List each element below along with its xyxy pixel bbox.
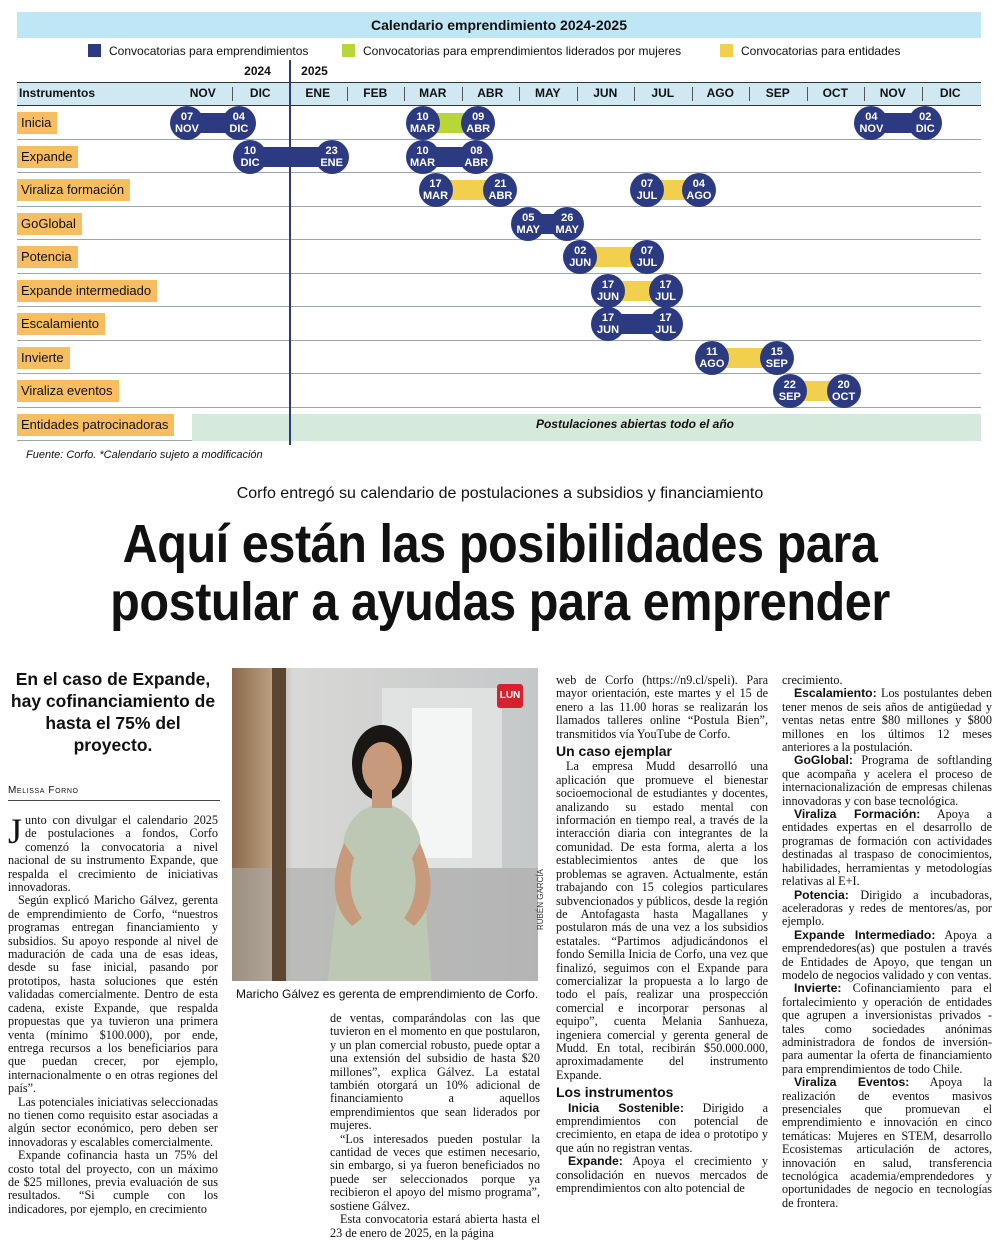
pill-text: 04 xyxy=(865,111,878,123)
col2-para-3: Esta convocatoria estará abierta hasta el 23 de enero de 2025, en la página xyxy=(330,1212,540,1240)
instrument-row-potencia xyxy=(17,240,981,274)
photo-caption: Maricho Gálvez es gerenta de emprendimiento de Corfo. xyxy=(236,987,539,1001)
pill-text: 22 xyxy=(783,379,796,391)
legend xyxy=(88,43,948,59)
instrument-label: Viraliza eventos xyxy=(17,380,119,402)
end-date-pill xyxy=(649,307,683,341)
pill-text: 17 xyxy=(601,278,615,291)
end-date-pill xyxy=(483,173,517,207)
month-divider xyxy=(807,87,808,101)
pill-text: ABR xyxy=(464,156,489,169)
pill-text: JUN xyxy=(597,290,620,303)
end-date-pill xyxy=(827,374,861,408)
article-lede: En el caso de Expande, hay cofinanciamiento de hasta el 75% del proyecto. xyxy=(10,669,216,755)
start-date-pill xyxy=(406,140,440,174)
start-date-pill xyxy=(170,106,204,140)
pill-text: MAY xyxy=(516,223,540,236)
month-divider xyxy=(692,87,693,101)
month-header-sep-10: SEP xyxy=(765,86,790,100)
calendar-title: Calendario emprendimiento 2024-2025 xyxy=(17,12,981,38)
year-2025: 2025 xyxy=(301,64,328,78)
pill-text: MAR xyxy=(410,156,436,169)
end-date-pill xyxy=(461,106,495,140)
pill-text: 17 xyxy=(659,278,672,291)
instruments-header: Instrumentos xyxy=(19,86,96,100)
end-date-pill xyxy=(649,274,683,308)
instrument-label: Viraliza formación xyxy=(17,179,130,201)
month-header-may-6: MAY xyxy=(534,86,561,100)
pill-text: 20 xyxy=(837,379,850,391)
instrument-label: Expande xyxy=(17,146,78,168)
month-header-jul-8: JUL xyxy=(651,86,675,100)
dropcap: J xyxy=(8,814,23,851)
col1-para-4: Expande cofinancia hasta un 75% del costo total del proyecto, con un máximo de $25 millones, previa evaluación de sus resultados. “Si cumple con los indicadores, por ejemplo, en crecimiento xyxy=(8,1148,218,1216)
sponsor-note: Postulaciones abiertas todo el año xyxy=(535,416,735,431)
calendar-grid xyxy=(17,64,981,444)
pill-text: JUL xyxy=(636,257,658,269)
headline-line-1: Aquí están las posibilidades para xyxy=(122,514,878,574)
start-date-pill xyxy=(591,307,625,341)
legend-item-women: Convocatorias para emprendimientos liderados por mujeres xyxy=(342,43,681,59)
column-3 xyxy=(556,674,768,1252)
pill-text: JUL xyxy=(655,324,676,336)
pill-text: 09 xyxy=(472,111,485,123)
month-header-dic-13: DIC xyxy=(939,86,961,100)
instrument-label: Expande intermediado xyxy=(17,280,157,302)
pill-text: ENE xyxy=(320,156,343,169)
instrument-row-viraliza-eventos xyxy=(17,374,981,408)
instrument-potencia: Potencia: Dirigido a incubadoras, aceleradoras y redes de mentores/as, por ejemplo. xyxy=(782,887,992,929)
instrument-row-entidades-patrocinadoras xyxy=(17,408,981,442)
instrument-row-escalamiento xyxy=(17,307,981,341)
month-divider xyxy=(232,87,233,101)
pill-text: JUN xyxy=(569,257,592,269)
col4-para-0: crecimiento. xyxy=(782,674,843,687)
month-header-jun-7: JUN xyxy=(593,86,618,100)
year-divider-line xyxy=(289,60,291,445)
pill-text: 07 xyxy=(640,178,654,190)
pill-text: SEP xyxy=(778,391,801,403)
pill-text: 23 xyxy=(325,144,338,157)
subhead-case: Un caso ejemplar xyxy=(556,743,672,760)
legend-item-entities: Convocatorias para entidades xyxy=(720,43,900,59)
month-header-dic-1: DIC xyxy=(249,86,271,100)
month-divider xyxy=(462,87,463,101)
start-date-pill xyxy=(773,374,807,408)
pill-text: 02 xyxy=(574,245,587,257)
pill-text: 07 xyxy=(180,111,194,123)
pill-text: JUL xyxy=(636,190,658,202)
article-kicker: Corfo entregó su calendario de postulaciones a subsidios y financiamiento xyxy=(236,485,764,502)
end-date-pill xyxy=(682,173,716,207)
instrument-row-expande xyxy=(17,140,981,174)
pill-text: 07 xyxy=(640,245,654,257)
pill-text: 11 xyxy=(706,345,718,358)
month-divider xyxy=(749,87,750,101)
month-header-ene-2: ENE xyxy=(305,86,331,100)
pill-text: 17 xyxy=(429,178,442,190)
month-header-mar-4: MAR xyxy=(419,86,447,100)
instrument-label: Escalamiento xyxy=(17,313,105,335)
byline-divider xyxy=(8,800,220,801)
pill-text: MAY xyxy=(555,223,579,236)
month-header-ago-9: AGO xyxy=(706,86,734,100)
month-divider xyxy=(519,87,520,101)
pill-text: 21 xyxy=(494,178,507,190)
col3-para-1: web de Corfo (https://n9.cl/speli). Para mayor orientación, este martes y el 15 de enero a las 11.00 horas se realizarán los llamados talleres online “Postula Bien”, transmitidos vía YouTube de Corfo. xyxy=(556,674,768,741)
month-divider xyxy=(577,87,578,101)
legend-swatch-blue-icon xyxy=(88,44,101,57)
pill-text: AGO xyxy=(699,357,725,370)
instrument-row-expande-intermediado xyxy=(17,274,981,308)
end-date-pill xyxy=(760,341,794,375)
instrument-expande-intermediado: Expande Intermediado: Apoya a emprendedores(as) que postulen a través de Entidades de Apoyo, que tengan un modelo de negocios validado y con ventas. xyxy=(782,927,992,982)
end-date-pill xyxy=(550,207,584,241)
pill-text: 26 xyxy=(561,211,574,224)
calendar-header-row xyxy=(17,82,981,106)
start-date-pill xyxy=(630,173,664,207)
pill-text: 04 xyxy=(692,178,706,190)
instrument-row-invierte xyxy=(17,341,981,375)
col1-para-1: Junto con divulgar el calendario 2025 de postulaciones a fondos, Corfo comenzó la convocatoria a nivel nacional de su instrumento Expande, que respalda el crecimiento de iniciativas innovadoras. xyxy=(8,814,218,895)
instrument-viraliza-eventos: Viraliza Eventos: Apoya la realización de eventos masivos presenciales que promuevan el emprendimiento e innovación en cinco temáticas: Mujeres en STEM, desarrollo Ecosistemas articulación de actores, innovación en salud, transferencia tecnológica academia/emprendedores y oportunidades de negocio en tecnologías de frontera. xyxy=(782,1075,992,1210)
instrument-expande: Expande: Apoya el crecimiento y consolidación en nuevos mercados de emprendimientos con alto potencial de xyxy=(556,1154,768,1196)
instrument-label: Entidades patrocinadoras xyxy=(17,414,174,436)
pill-text: 17 xyxy=(659,312,672,324)
pill-text: 17 xyxy=(601,312,615,324)
col3-para-2: La empresa Mudd desarrolló una aplicación que promueve el bienestar socioemocional de estudiantes y docentes, analizando su estado mental con información en tiempo real, a través de la interacción diaria con integrantes de la comunidad. De esta forma, alerta a los establecimientos antes de que los problemas se agraven. Actualmente, están trabajando con 15 colegios particulares subvencionados y públicos, desde la región de Antofagasta hasta Magallanes y postularon más de una vez a los subsidios estatales. “Partimos adjudicándonos el fondo Semilla Inicia de Corfo, una vez que finalizó, seguimos con el Expande para comercializar la propuesta a lo largo de todo el país, realizar una prospección comercial e incorporar personas al equipo”, cuenta Melania Sanhueza, ingeniera comercial y gerenta general de Mudd. En total, recibirán $50.000.000, aproximadamente del instrumento Expande. xyxy=(556,759,768,1082)
start-date-pill xyxy=(511,207,545,241)
month-header-feb-3: FEB xyxy=(363,86,388,100)
month-divider xyxy=(347,87,348,101)
instrument-label: GoGlobal xyxy=(17,213,82,235)
pill-text: 05 xyxy=(522,211,535,224)
column-2 xyxy=(330,1012,540,1252)
pill-text: MAR xyxy=(423,190,449,202)
start-date-pill xyxy=(563,240,597,274)
calendar-source: Fuente: Corfo. *Calendario sujeto a modificación xyxy=(26,449,263,461)
pill-text: 15 xyxy=(770,345,783,358)
month-header-nov-0: NOV xyxy=(189,86,216,100)
portrait-illustration-icon xyxy=(232,668,538,981)
instrument-row-inicia xyxy=(17,106,981,140)
pill-text: NOV xyxy=(175,123,199,135)
column-1 xyxy=(8,814,218,1252)
start-date-pill xyxy=(854,106,888,140)
pill-text: 10 xyxy=(243,144,257,157)
byline: Melissa Forno xyxy=(8,785,79,796)
legend-swatch-green-icon xyxy=(342,44,355,57)
end-date-pill xyxy=(630,240,664,274)
col1-para-3: Las potenciales iniciativas seleccionadas no tienen como requisito estar asociadas a algún sector económico, pero deben ser innovadoras y escalables comercialmente. xyxy=(8,1094,218,1149)
instrument-row-viraliza-formación xyxy=(17,173,981,207)
pill-text: DIC xyxy=(229,123,249,135)
instrument-inicia: Inicia Sostenible: Dirigido a emprendimientos con potencial de crecimiento, en etapa de idea o prototipo y que aún no registran ventas. xyxy=(556,1100,768,1155)
pill-text: MAR xyxy=(410,123,436,135)
start-date-pill xyxy=(406,106,440,140)
subhead-instruments: Los instrumentos xyxy=(556,1084,674,1101)
pill-text: AGO xyxy=(686,190,712,202)
legend-item-entrepreneurship: Convocatorias para emprendimientos xyxy=(88,43,308,59)
lun-badge: LUN xyxy=(497,684,523,708)
pill-text: NOV xyxy=(859,123,884,135)
pill-text: OCT xyxy=(831,391,856,403)
end-date-pill xyxy=(459,140,493,174)
instrument-label: Potencia xyxy=(17,246,78,268)
year-2024: 2024 xyxy=(244,64,271,78)
end-date-pill xyxy=(222,106,256,140)
article-headline xyxy=(50,515,950,631)
instrument-invierte: Invierte: Cofinanciamiento para el fortalecimiento y operación de entidades que agrupen a inversionistas privados -tales como sociedades anónimas administradora de fondos de inversión- para aumentar la oferta de financiamiento para emprendimientos de todo Chile. xyxy=(782,981,992,1076)
pill-text: JUN xyxy=(597,324,620,336)
pill-text: 04 xyxy=(232,111,246,123)
legend-swatch-yellow-icon xyxy=(720,44,733,57)
instrument-escalamiento: Escalamiento: Los postulantes deben tener menos de seis años de antigüedad y ventas netas entre $80 millones y $800 millones en los últimos 12 meses anteriores a la postulación. xyxy=(782,686,992,755)
pill-text: DIC xyxy=(240,156,260,169)
month-divider xyxy=(634,87,635,101)
pill-text: 10 xyxy=(416,111,429,123)
month-header-oct-11: OCT xyxy=(822,86,848,100)
pill-text: 10 xyxy=(416,144,429,157)
pill-text: DIC xyxy=(915,123,935,135)
instrument-row-goglobal xyxy=(17,207,981,241)
end-date-pill xyxy=(908,106,942,140)
pill-text: ABR xyxy=(466,123,491,135)
instrument-label: Inicia xyxy=(17,112,57,134)
col1-para-2: Según explicó Maricho Gálvez, gerenta de emprendimiento de Corfo, “nuestros programas entregan financiamiento y subsidios. Su apoyo responde al nivel de maduración de cada una de esas ideas, desde su fase inicial, pasando por prototipos, hasta soluciones que estén validadas comercialmente. Dentro de esta cadena, existe Expande, que respalda propuestas que ya tuvieron una primera venta (mínimo $100.000), por ende, entrega recursos a los beneficiarios para que puedan crecer, por ejemplo, internacionalmente o en otras regiones del país”. xyxy=(8,893,218,1096)
col2-para-1: de ventas, comparándolas con las que tuvieron en el momento en que postularon, y un plan comercial robusto, puede optar a una extensión del subsidio de hasta $20 millones”, explica Gálvez. La estatal también otorgará un 10% adicional de financiamiento a aquellos emprendimientos que sean liderados por mujeres. xyxy=(330,1012,540,1133)
month-divider xyxy=(404,87,405,101)
pill-text: JUL xyxy=(655,290,676,303)
column-4 xyxy=(782,674,992,1252)
month-header-abr-5: ABR xyxy=(477,86,504,100)
col2-para-2: “Los interesados pueden postular la cantidad de veces que estimen necesario, sin embargo, si ya fueron beneficiados no puede ser seleccionados porque ya recibieron el apoyo del mismo programa”, sostiene Gálvez. xyxy=(330,1131,540,1213)
pill-text: SEP xyxy=(765,357,788,370)
photo-credit: RUBÉN GARCÍA xyxy=(536,869,545,930)
pill-text: ABR xyxy=(488,190,513,202)
month-header-nov-12: NOV xyxy=(879,86,906,100)
start-date-pill xyxy=(233,140,267,174)
start-date-pill xyxy=(419,173,453,207)
end-date-pill xyxy=(315,140,349,174)
instrument-goglobal: GoGlobal: Programa de softlanding que acompaña y acelera el proceso de internacionalización de empresas chilenas innovadoras y con base tecnológica. xyxy=(782,753,992,808)
start-date-pill xyxy=(695,341,729,375)
month-divider xyxy=(864,87,865,101)
instrument-viraliza-formacion: Viraliza Formación: Apoya a entidades expertas en el desarrollo de programas de formación con actividades destinadas al traspaso de conocimientos, habilidades, herramientas y metodologías relativas al E+I. xyxy=(782,807,992,889)
article-photo xyxy=(232,668,538,981)
instrument-label: Invierte xyxy=(17,347,70,369)
pill-text: 02 xyxy=(919,111,932,123)
start-date-pill xyxy=(591,274,625,308)
pill-text: 08 xyxy=(470,144,483,157)
headline-line-2: postular a ayudas para emprender xyxy=(110,572,890,632)
month-divider xyxy=(922,87,923,101)
